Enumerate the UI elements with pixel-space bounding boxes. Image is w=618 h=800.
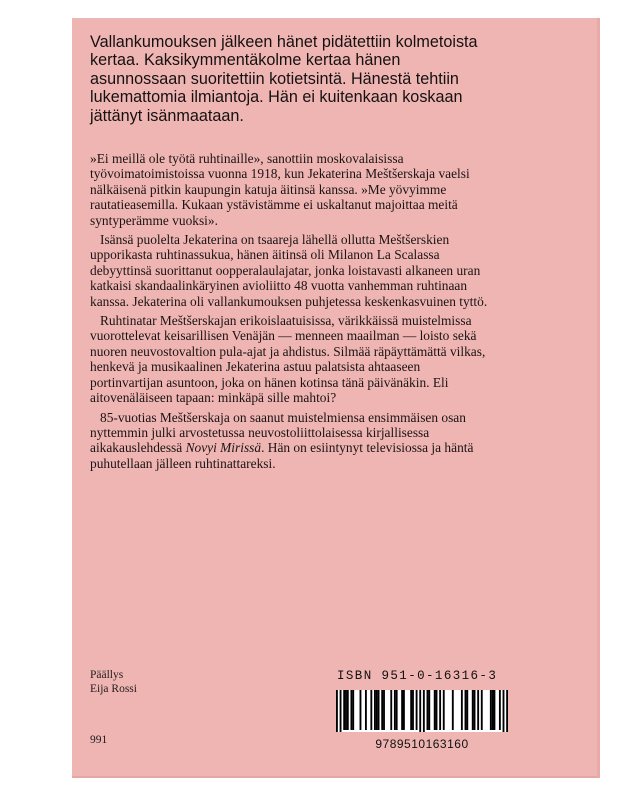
barcode-bar xyxy=(390,690,392,730)
barcode-bar xyxy=(360,690,362,730)
barcode-bar xyxy=(345,690,347,730)
barcode-bar xyxy=(461,690,463,730)
barcode-bar xyxy=(506,690,508,732)
barcode-bar xyxy=(416,690,418,730)
barcode-bar xyxy=(481,690,483,730)
barcode-bar xyxy=(403,690,405,730)
barcode-bar xyxy=(490,690,492,730)
barcode-bar xyxy=(503,690,505,732)
p4-text-start: 85-vuotias Meštšerskaja on saanut muistelmiensa ensimmäisen osan nyttemmin julki arvostetussa neuvostoliittolaisessa kirjallisessa aikakauslehdessä xyxy=(90,409,466,456)
barcode-bar xyxy=(494,690,496,730)
barcode-bar xyxy=(350,690,352,730)
barcode-bar xyxy=(343,690,345,730)
barcode-bar xyxy=(436,690,438,730)
barcode-bar xyxy=(381,690,383,730)
blurb-paragraph-2: Isänsä puolelta Jekaterina on tsaareja lähellä ollutta Meštšerskien upporikasta ruhtinassukua, hänen äitinsä oli Milanon La Scalassa debyyttinsä suorittanut oopperalaulajatar, jonka loistavasti alkaneen uran katkaisi skandaalinkäryinen avioliitto 48 vuotta vanhemman ruhtinaan kanssa. Jekaterina oli vallankumouksen puhjetessa keskenkasvuinen tyttö. xyxy=(90,232,488,309)
barcode-bar xyxy=(439,690,441,730)
barcode-bar xyxy=(492,690,494,730)
barcode-bar xyxy=(465,690,467,730)
barcode-bar xyxy=(474,690,476,730)
barcode xyxy=(336,690,508,732)
isbn-text: ISBN 951-0-16316-3 xyxy=(337,669,498,683)
barcode-bar xyxy=(401,690,403,730)
barcode-bar xyxy=(410,690,412,730)
barcode-bar xyxy=(365,690,367,730)
barcode-bar xyxy=(374,690,376,730)
blurb-body xyxy=(90,151,490,475)
barcode-bar xyxy=(412,690,414,730)
magazine-title: Novyi Mirissä xyxy=(185,440,262,456)
blurb-paragraph-1: »Ei meillä ole työtä ruhtinaille», sanottiin moskovalaisissa työvoimatoimistoissa vuonna 1918, kun Jekaterina Meštšerskaja vaelsi nälkäisenä pitkin kaupungin katuja äitinsä kanssa. »Me yövyimme rautatieasemilla. Kukaan ystävistämme ei uskaltanut majoittaa meitä syntyperämme vuoksi». xyxy=(90,151,470,228)
barcode-bar xyxy=(423,690,425,732)
barcode-bar xyxy=(340,690,342,732)
credit-designer: Eija Rossi xyxy=(90,683,137,695)
barcode-bar xyxy=(427,690,429,730)
barcode-bars-icon xyxy=(336,690,508,732)
barcode-bar xyxy=(419,690,421,732)
barcode-bar xyxy=(383,690,385,730)
barcode-bar xyxy=(466,690,468,730)
barcode-bar xyxy=(443,690,445,730)
barcode-bar xyxy=(477,690,479,730)
credit-label: Päällys xyxy=(90,669,124,681)
barcode-bar xyxy=(396,690,398,730)
barcode-bar xyxy=(378,690,380,730)
catalog-code: 991 xyxy=(90,734,108,746)
barcode-bar xyxy=(370,690,372,730)
spine-edge xyxy=(557,300,587,700)
barcode-bar xyxy=(472,690,474,730)
barcode-digits: 9789510163160 xyxy=(375,737,469,751)
barcode-bar xyxy=(499,690,501,730)
blurb-paragraph-3: Ruhtinatar Meštšerskajan erikoislaatuisissa, värikkäissä muistelmissa vuorottelevat keisarillisen Venäjän — menneen maailman — loisto sekä nuoren neuvostovaltion pula-ajat ja ahdistus. Silmää räpäyttämättä vilkas, henkevä ja musikaalinen Jekaterina astuu palatsista ahtaaseen portinvartijan asuntoon, joka on hänen kotinsa tänä päivänäkin. Eli aitovenäläiseen tapaan: minkäpä sille mahtoi? xyxy=(90,313,486,406)
barcode-bar xyxy=(434,690,436,730)
barcode-bar xyxy=(428,690,430,730)
blurb-paragraph-4 xyxy=(90,410,490,472)
lead-paragraph: Vallankumouksen jälkeen hänet pidätettiin kolmetoista kertaa. Kaksikymmentäkolme kertaa hänen asunnossaan suoritettiin kotietsintä. Hänestä tehtiin lukemattomia ilmiantoja. Hän ei kuitenkaan koskaan jättänyt isänmaataan. xyxy=(90,33,478,125)
barcode-bar xyxy=(336,690,338,732)
cover-credits xyxy=(90,668,240,696)
p4-text-end: . Hän on esiintynyt televisiossa ja häntä puhutellaan jälleen ruhtinattareksi. xyxy=(90,440,474,471)
barcode-bar xyxy=(394,690,396,730)
barcode-bar xyxy=(352,690,354,730)
barcode-bar xyxy=(376,690,378,730)
barcode-bar xyxy=(347,690,349,730)
barcode-bar xyxy=(452,690,454,730)
